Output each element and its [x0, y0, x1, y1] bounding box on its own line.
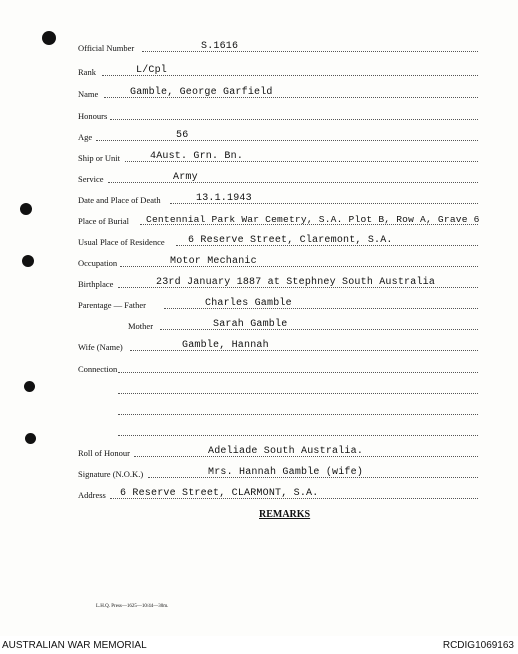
archive-name: AUSTRALIAN WAR MEMORIAL: [2, 640, 147, 651]
connection-line: [78, 403, 478, 417]
dotted-line: [160, 329, 478, 330]
death-label: Date and Place of Death: [78, 195, 161, 205]
honours-row: [78, 108, 478, 122]
archive-footer: [0, 636, 518, 654]
residence-row: [78, 234, 478, 248]
occupation-value: Motor Mechanic: [170, 256, 257, 267]
dotted-line: [118, 435, 478, 436]
birthplace-value: 23rd January 1887 at Stephney South Australia: [156, 277, 436, 288]
dotted-line: [142, 51, 478, 52]
wife-value: Gamble, Hannah: [182, 340, 269, 351]
connection-line: [78, 382, 478, 396]
mother-row: [78, 318, 478, 332]
burial-label: Place of Burial: [78, 216, 129, 226]
signature-row: [78, 466, 478, 480]
honours-label: Honours: [78, 111, 108, 121]
father-value: Charles Gamble: [205, 298, 292, 309]
punch-hole: [22, 255, 34, 267]
death-row: [78, 192, 478, 206]
punch-hole: [25, 433, 36, 444]
dotted-line: [118, 372, 478, 373]
birthplace-row: [78, 276, 478, 290]
mother-label: Mother: [128, 321, 154, 331]
address-value: 6 Reserve Street, CLARMONT, S.A.: [120, 488, 319, 499]
official-number-label: Official Number: [78, 43, 135, 53]
ship-unit-value: 4Aust. Grn. Bn.: [150, 151, 244, 162]
dotted-line: [118, 414, 478, 415]
name-label: Name: [78, 89, 99, 99]
rank-row: [78, 64, 478, 78]
age-value: 56: [176, 130, 189, 141]
mother-value: Sarah Gamble: [213, 319, 288, 330]
death-value: 13.1.1943: [196, 193, 252, 204]
punch-hole: [24, 381, 35, 392]
burial-value: Centennial Park War Cemetry, S.A. Plot B, Row A, Grave 6: [146, 214, 480, 225]
occupation-label: Occupation: [78, 258, 118, 268]
roll-of-honour-row: [78, 445, 478, 459]
remarks-heading: REMARKS: [259, 509, 311, 520]
dotted-line: [110, 119, 478, 120]
roll-of-honour-label: Roll of Honour: [78, 448, 130, 458]
dotted-line: [108, 182, 478, 183]
punch-hole: [42, 31, 56, 45]
age-label: Age: [78, 132, 93, 142]
father-label: Parentage — Father: [78, 300, 146, 310]
residence-label: Usual Place of Residence: [78, 237, 165, 247]
signature-value: Mrs. Hannah Gamble (wife): [208, 467, 364, 478]
connection-label: Connection: [78, 364, 118, 374]
rank-value: L/Cpl: [136, 65, 168, 76]
residence-value: 6 Reserve Street, Claremont, S.A.: [188, 235, 393, 246]
name-row: [78, 86, 478, 100]
birthplace-label: Birthplace: [78, 279, 114, 289]
rank-label: Rank: [78, 67, 96, 77]
dotted-line: [96, 140, 478, 141]
signature-label: Signature (N.O.K.): [78, 469, 144, 479]
address-label: Address: [78, 490, 106, 500]
archive-reference: RCDIG1069163: [442, 640, 514, 651]
service-row: [78, 171, 478, 185]
occupation-row: [78, 255, 478, 269]
official-number-value: S.1616: [201, 41, 239, 52]
burial-row: [78, 213, 510, 227]
service-label: Service: [78, 174, 104, 184]
printer-imprint: L.H.Q. Press—1625—10/44—30m.: [96, 604, 169, 609]
punch-hole: [20, 203, 32, 215]
official-number-row: [78, 40, 478, 54]
father-row: [78, 297, 478, 311]
wife-label: Wife (Name): [78, 342, 123, 352]
wife-row: [78, 339, 478, 353]
ship-unit-label: Ship or Unit: [78, 153, 121, 163]
roll-of-honour-value: Adeliade South Australia.: [208, 446, 364, 457]
connection-row: [78, 361, 478, 375]
dotted-line: [118, 393, 478, 394]
service-value: Army: [173, 172, 198, 183]
ship-unit-row: [78, 150, 478, 164]
age-row: [78, 129, 478, 143]
name-value: Gamble, George Garfield: [130, 87, 273, 98]
address-row: [78, 487, 478, 501]
connection-line: [78, 424, 478, 438]
